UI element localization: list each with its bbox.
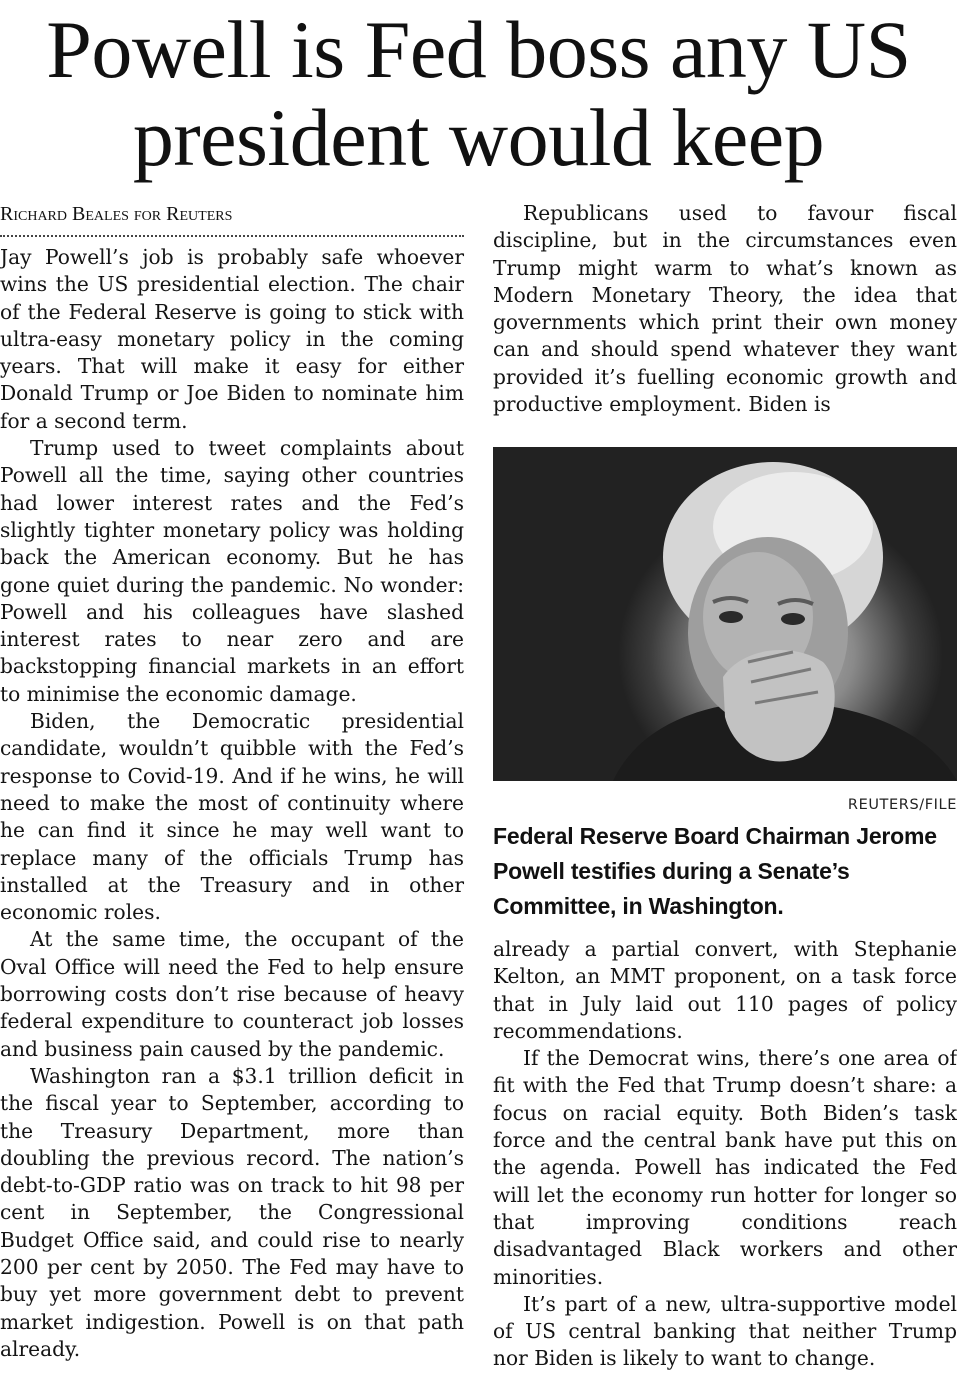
- right-column-bottom: [493, 936, 957, 1373]
- article-paragraph: Republicans used to favour fiscal discipline, but in the circumstances even Trump might warm to what’s known as Modern Monetary Theory, the idea that governments which print their own money can and should spend whatever they want provided it’s fuelling economic growth and productive employment. Biden is: [493, 201, 957, 417]
- headline: Powell is Fed boss any US president would keep: [46, 4, 911, 183]
- left-column: [0, 200, 464, 1363]
- article-paragraph: already a partial convert, with Stephanie Kelton, an MMT proponent, on a task force that in July laid out 110 pages of policy recommendations.: [493, 937, 957, 1043]
- article-paragraph: Jay Powell’s job is probably safe whoever wins the US presidential election. The chair of the Federal Reserve is going to stick with ultra-easy monetary policy in the coming years. That will make it easy for either Donald Trump or Joe Biden to nominate him for a second term.: [0, 245, 464, 433]
- powell-photo: [493, 447, 957, 781]
- photo-credit: REUTERS/FILE: [847, 797, 957, 813]
- byline-divider: [0, 235, 464, 237]
- photo-caption: Federal Reserve Board Chairman Jerome Powell testifies during a Senate’s Committee, in Washington.: [493, 823, 937, 919]
- article-paragraph: Washington ran a $3.1 trillion deficit in the fiscal year to September, according to the Treasury Department, more than doubling the previous record. The nation’s debt-to-GDP ratio was on track to hit 98 per cent in September, the Congressional Budget Office said, and could rise to nearly 200 per cent by 2050. The Fed may have to buy yet more government debt to prevent market indigestion. Powell is on that path already.: [0, 1063, 464, 1361]
- portrait-illustration: [493, 447, 957, 781]
- article-paragraph: If the Democrat wins, there’s one area of fit with the Fed that Trump doesn’t share: a focus on racial equity. Both Biden’s task force and the central bank have put this on the agenda. Powell has indicated the Fed will let the economy run hotter for longer so that improving conditions reach disadvantaged Black workers and other minorities.: [493, 1046, 957, 1289]
- article-paragraph: Biden, the Democratic presidential candidate, wouldn’t quibble with the Fed’s response to Covid-19. And if he wins, he will need to make the most of continuity where he can find it since he may well want to replace many of the officials Trump has installed at the Treasury and in other economic roles.: [0, 709, 464, 925]
- article-paragraph: It’s part of a new, ultra-supportive model of US central banking that neither Trump nor Biden is likely to want to change.: [493, 1291, 957, 1371]
- byline: Richard Beales for Reuters: [0, 203, 233, 225]
- article-paragraph: At the same time, the occupant of the Oval Office will need the Fed to help ensure borrowing costs don’t rise because of heavy federal expenditure to counteract job losses and business pain caused by the pandemic.: [0, 927, 464, 1061]
- article-paragraph: Trump used to tweet complaints about Powell all the time, saying other countries had lower interest rates and the Fed’s slightly tighter monetary policy was holding back the American economy. But he has gone quiet during the pandemic. No wonder: Powell and his colleagues have slashed interest rates to near zero and are backstopping financial markets in an effort to minimise the economic damage.: [0, 436, 464, 706]
- right-column-top: [493, 200, 957, 418]
